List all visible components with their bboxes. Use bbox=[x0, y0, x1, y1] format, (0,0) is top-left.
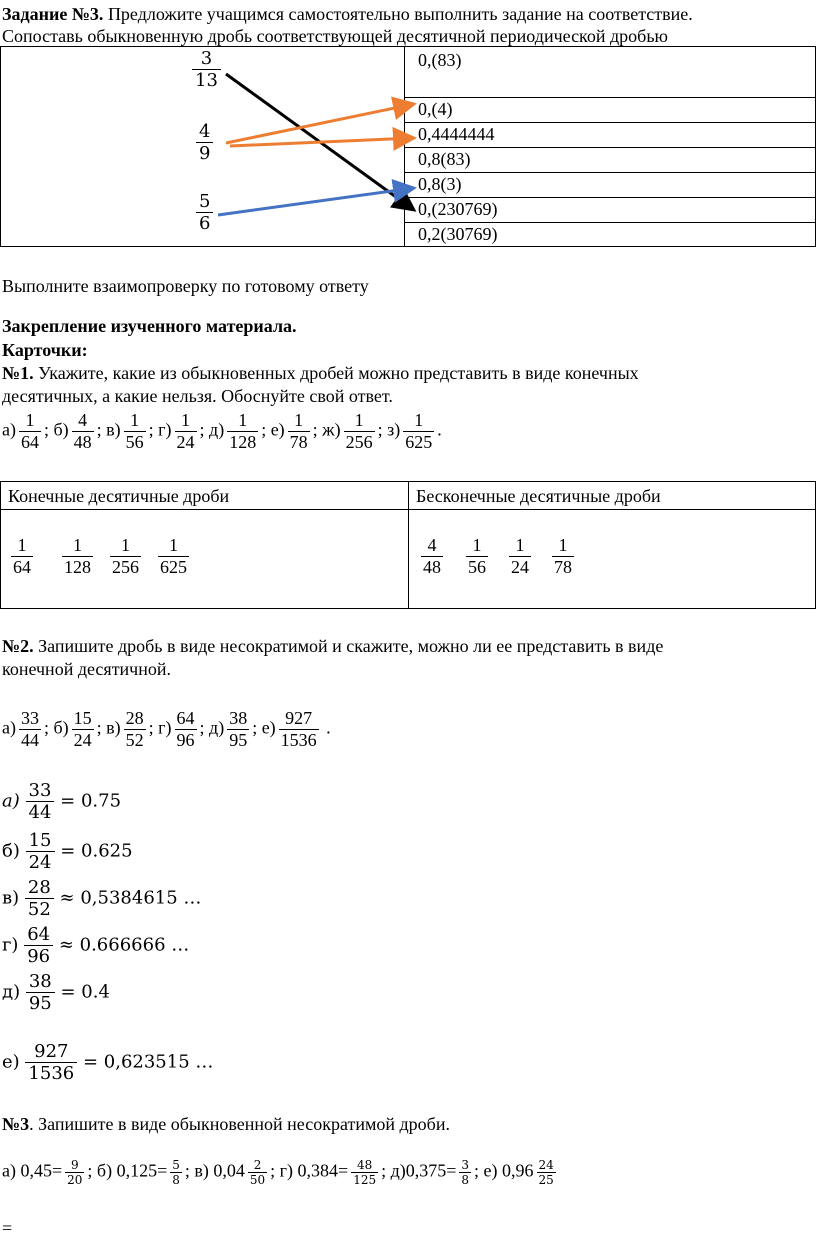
right-value: 0,4444444 bbox=[418, 124, 495, 144]
left-fraction: $\frac{3}{13}$ bbox=[192, 48, 221, 91]
ex2-text2: конечной десятичной. bbox=[2, 659, 172, 679]
right-value: 0,(230769) bbox=[418, 199, 498, 219]
answer-line: а) $\frac{33}{44}$ = 0.75 bbox=[2, 780, 122, 823]
check-text: Выполните взаимопроверку по готовому ответу bbox=[2, 276, 369, 296]
table-header-infinite: Бесконечные десятичные дроби bbox=[416, 486, 661, 506]
ex3-text: №3. Запишите в виде обыкновенной несократимой дроби. bbox=[2, 1114, 450, 1134]
arrow-orange bbox=[226, 104, 414, 143]
answer-line: е) $\frac{927}{1536}$ = 0,623515 … bbox=[2, 1041, 214, 1084]
table-header-finite: Конечные десятичные дроби bbox=[8, 486, 230, 506]
left-fraction: $\frac{4}{9}$ bbox=[196, 121, 213, 164]
right-value: 0,8(83) bbox=[418, 149, 471, 169]
ex1-text: №1. Укажите, какие из обыкновенных дробей можно представить в виде конечных bbox=[2, 363, 639, 383]
finite-fractions: $\frac{1}{64}$ $\frac{1}{128}$ $\frac{1}{256}$ $\frac{1}{625}$ bbox=[13, 535, 187, 577]
ex1-text2: десятичных, а какие нельзя. Обоснуйте свой ответ. bbox=[2, 386, 393, 406]
right-value: 0,(83) bbox=[418, 50, 462, 70]
answer-line: д) $\frac{38}{95}$ = 0.4 bbox=[2, 971, 110, 1014]
ex3-list: а) 0,45= $\frac{9}{20}$ ; б) 0,125= $\frac{5}{8}$ ; в) 0,04 $\frac{2}{50}$ ; г) 0,384= $\frac{48}{125}$ ; д)0,375= $\frac{3}{8}$ ; е) 0,96 $\frac{24}{25}$ bbox=[2, 1158, 554, 1187]
matching-arrows bbox=[0, 0, 816, 260]
task3-title: Задание №3. Предложите учащимся самостоятельно выполнить задание на соответствие. bbox=[2, 4, 693, 24]
right-value: 0,(4) bbox=[418, 99, 453, 119]
task3-subtitle: Сопоставь обыкновенную дробь соответствующей десятичной периодической дробью bbox=[2, 26, 668, 46]
right-value: 0,2(30769) bbox=[418, 224, 498, 244]
left-fraction: $\frac{5}{6}$ bbox=[196, 191, 213, 234]
arrow-blue bbox=[218, 188, 414, 215]
cards-title: Карточки: bbox=[2, 340, 88, 360]
ex3-trailer: = bbox=[2, 1218, 13, 1238]
ex2-text: №2. Запишите дробь в виде несократимой и скажите, можно ли ее представить в виде bbox=[2, 636, 664, 656]
ex1-fraction-list: а) $\frac{1}{64}$ ; б) $\frac{4}{48}$ ; в) $\frac{1}{56}$ ; г) $\frac{1}{24}$ ; д) $\frac{1}{128}$ ; е) $\frac{1}{78}$ ; ж) $\frac{1}{256}$ ; з) $\frac{1}{625}$ . bbox=[2, 410, 442, 452]
consolidation-title: Закрепление изученного материала. bbox=[2, 316, 297, 336]
answer-line: в) $\frac{28}{52}$ ≈ 0,5384615 … bbox=[2, 877, 202, 920]
ex2-fraction-list: а) $\frac{33}{44}$ ; б) $\frac{15}{24}$ ; в) $\frac{28}{52}$ ; г) $\frac{64}{96}$ ; д) $\frac{38}{95}$ ; е) $\frac{927}{1536}$ . bbox=[2, 708, 331, 750]
answer-line: г) $\frac{64}{96}$ ≈ 0.666666 … bbox=[2, 924, 190, 967]
infinite-fractions: $\frac{4}{48}$ $\frac{1}{56}$ $\frac{1}{24}$ $\frac{1}{78}$ bbox=[423, 535, 572, 577]
right-value: 0,8(3) bbox=[418, 174, 462, 194]
answer-line: б) $\frac{15}{24}$ = 0.625 bbox=[2, 830, 133, 873]
